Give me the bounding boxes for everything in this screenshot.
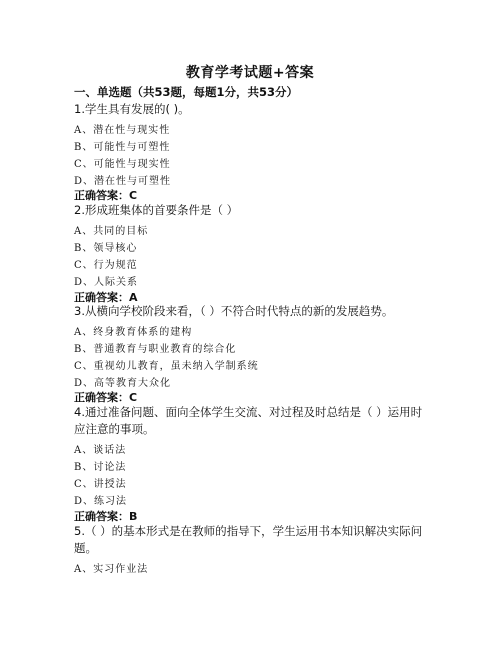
section-heading: 一、单选题（共53题，每题1分，共53分）	[74, 85, 299, 99]
q3-answer: 正确答案：C	[74, 391, 138, 404]
question-4-line-2: 应注意的事项。	[74, 422, 155, 436]
q1-option-b: B、可能性与可塑性	[74, 142, 171, 153]
q2-answer: 正确答案：A	[74, 291, 138, 304]
q4-option-c: C、讲授法	[74, 479, 127, 490]
q1-option-d: D、潜在性与可塑性	[74, 176, 172, 187]
q3-option-d: D、高等教育大众化	[74, 378, 172, 389]
q1-option-c: C、可能性与现实性	[74, 159, 171, 170]
question-4-line-1: 4.通过准备问题、面向全体学生交流、对过程及时总结是（ ）运用时	[74, 405, 423, 419]
q1-answer: 正确答案：C	[74, 189, 138, 202]
q3-option-a: A、终身教育体系的建构	[74, 327, 193, 338]
q4-option-a: A、谈话法	[74, 445, 127, 456]
question-1: 1.学生具有发展的( )。	[74, 102, 190, 116]
q2-option-c: C、行为规范	[74, 260, 138, 271]
question-3: 3.从横向学校阶段来看，（ ）不符合时代特点的新的发展趋势。	[74, 304, 394, 318]
q4-option-b: B、讨论法	[74, 462, 127, 473]
q2-option-b: B、领导核心	[74, 243, 138, 254]
question-5-line-2: 题。	[74, 541, 97, 555]
question-2: 2.形成班集体的首要条件是（ ）	[74, 203, 239, 217]
q3-option-b: B、普通教育与职业教育的综合化	[74, 344, 237, 355]
q5-option-a: A、实习作业法	[74, 564, 149, 575]
question-5-line-1: 5.（ ）的基本形式是在教师的指导下，学生运用书本知识解决实际问	[74, 524, 423, 538]
q1-option-a: A、潜在性与现实性	[74, 125, 171, 136]
q4-option-d: D、练习法	[74, 496, 128, 507]
q2-option-a: A、共同的目标	[74, 226, 149, 237]
q3-option-c: C、重视幼儿教育，虽未纳入学制系统	[74, 361, 259, 372]
q4-answer: 正确答案：B	[74, 510, 138, 523]
q2-option-d: D、人际关系	[74, 277, 139, 288]
document-title: 教育学考试题+答案	[185, 65, 315, 81]
